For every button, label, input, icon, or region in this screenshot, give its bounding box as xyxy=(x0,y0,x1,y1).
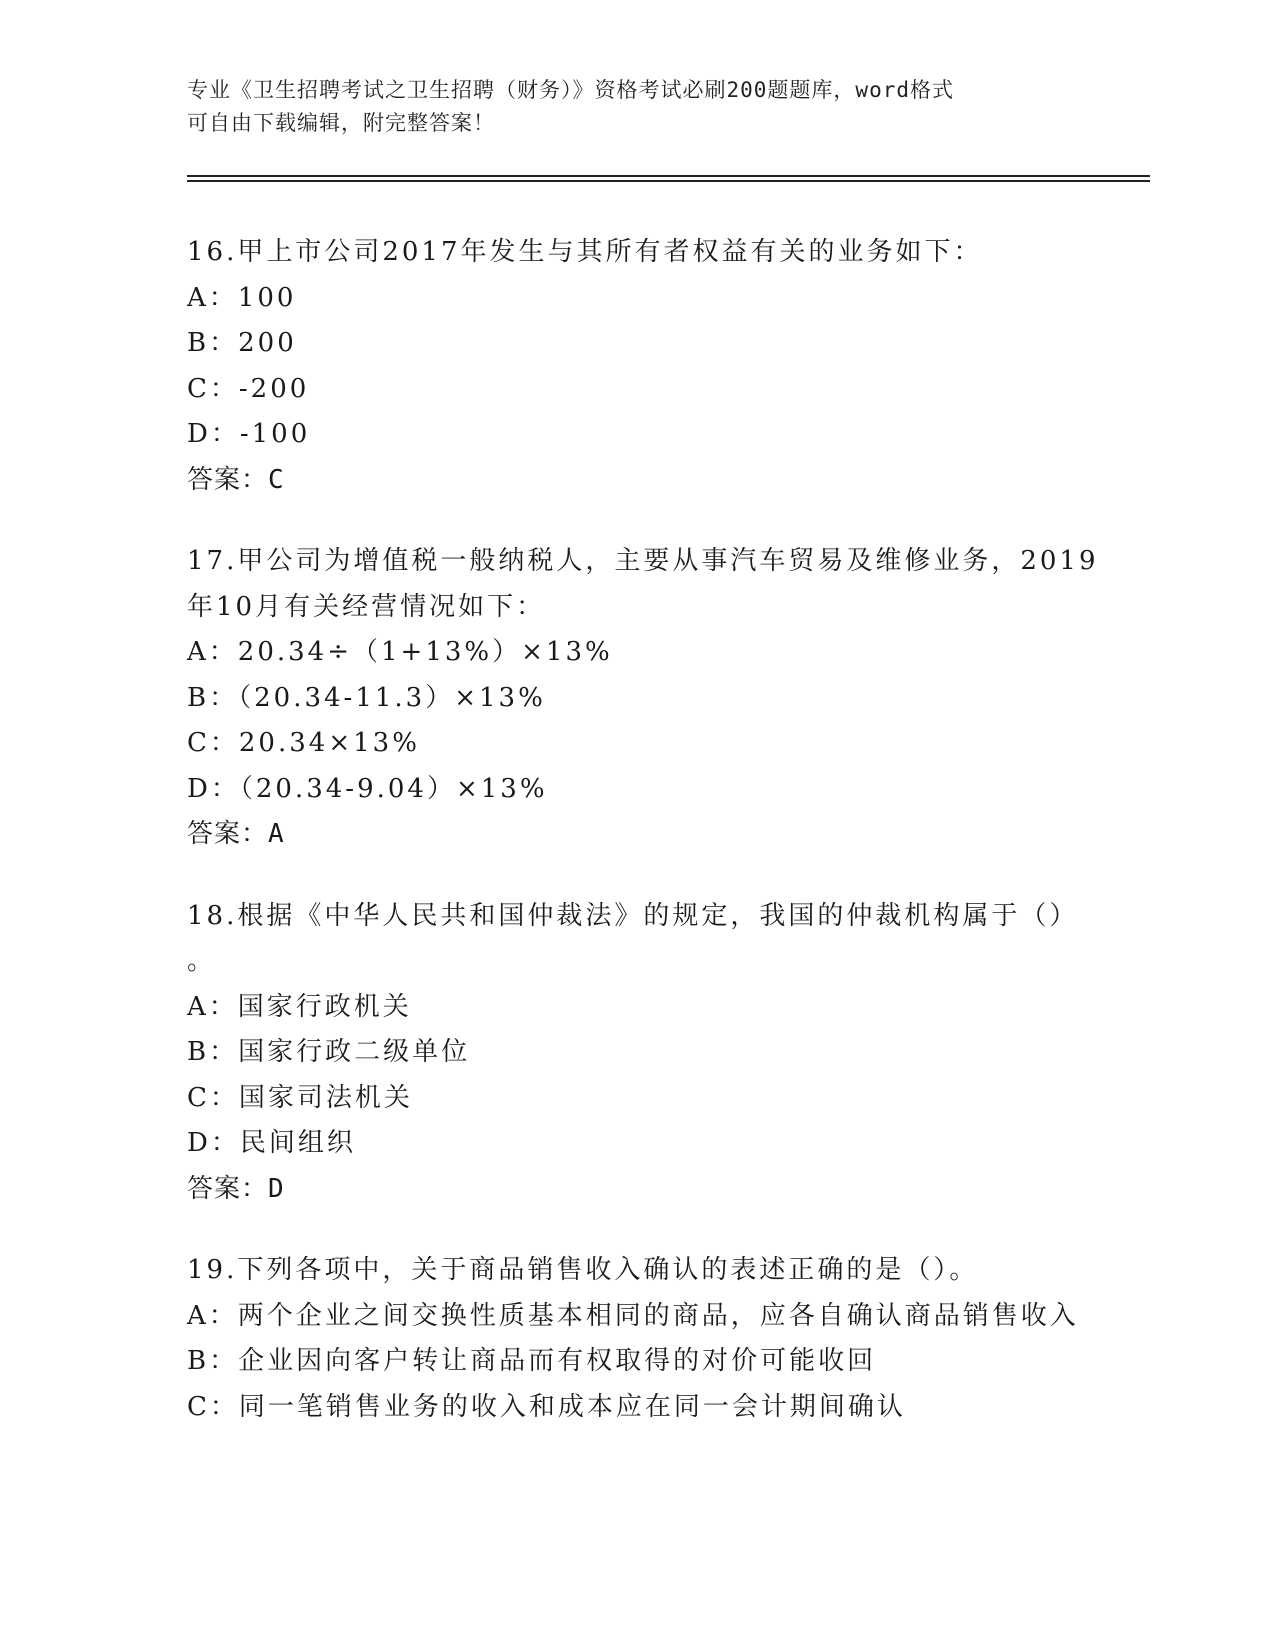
option-a: A：20.34÷（1+13%）×13% xyxy=(187,637,613,667)
option-d: D：-100 xyxy=(187,419,311,449)
option-d: D：（20.34-9.04）×13% xyxy=(187,773,548,804)
option-c: C：-200 xyxy=(187,373,310,404)
answer-label: 答案：D xyxy=(187,1173,285,1204)
header-divider-top xyxy=(187,175,1150,177)
option-b: B：200 xyxy=(187,328,297,358)
option-d: D：民间组织 xyxy=(187,1128,356,1158)
option-a: A：100 xyxy=(187,282,297,313)
option-c: C：20.34×13% xyxy=(187,728,420,758)
question-text: 16.甲上市公司2017年发生与其所有者权益有关的业务如下： xyxy=(187,237,983,267)
question-18 xyxy=(187,894,1107,1213)
question-text: 19.下列各项中，关于商品销售收入确认的表述正确的是（）。 xyxy=(187,1255,979,1285)
option-c: C：国家司法机关 xyxy=(187,1082,413,1113)
option-a: A：两个企业之间交换性质基本相同的商品，应各自确认商品销售收入 xyxy=(187,1300,1079,1331)
option-a: A：国家行政机关 xyxy=(187,991,412,1022)
option-b: B：企业因向客户转让商品而有权取得的对价可能收回 xyxy=(187,1346,877,1376)
question-text-continued: 年10月有关经营情况如下： xyxy=(187,591,546,622)
question-19 xyxy=(187,1248,1107,1430)
option-c: C：同一笔销售业务的收入和成本应在同一会计期间确认 xyxy=(187,1391,906,1422)
question-text: 18.根据《中华人民共和国仲裁法》的规定，我国的仲裁机构属于（） xyxy=(187,900,1079,931)
question-text: 17.甲公司为增值税一般纳税人，主要从事汽车贸易及维修业务，2019 xyxy=(187,546,1099,576)
header-line-1: 专业《卫生招聘考试之卫生招聘（财务）》资格考试必刷200题题库，word格式 xyxy=(187,78,954,102)
document-header xyxy=(187,74,1087,140)
question-list xyxy=(187,230,1107,1466)
question-17 xyxy=(187,539,1107,858)
header-line-2: 可自由下载编辑，附完整答案！ xyxy=(187,111,495,135)
header-divider-bottom xyxy=(187,180,1150,182)
option-b: B：（20.34-11.3）×13% xyxy=(187,682,546,713)
answer-label: 答案：A xyxy=(187,819,285,849)
question-text-continued: 。 xyxy=(187,946,217,976)
question-16 xyxy=(187,230,1107,503)
answer-label: 答案：C xyxy=(187,464,285,495)
option-b: B：国家行政二级单位 xyxy=(187,1037,471,1067)
